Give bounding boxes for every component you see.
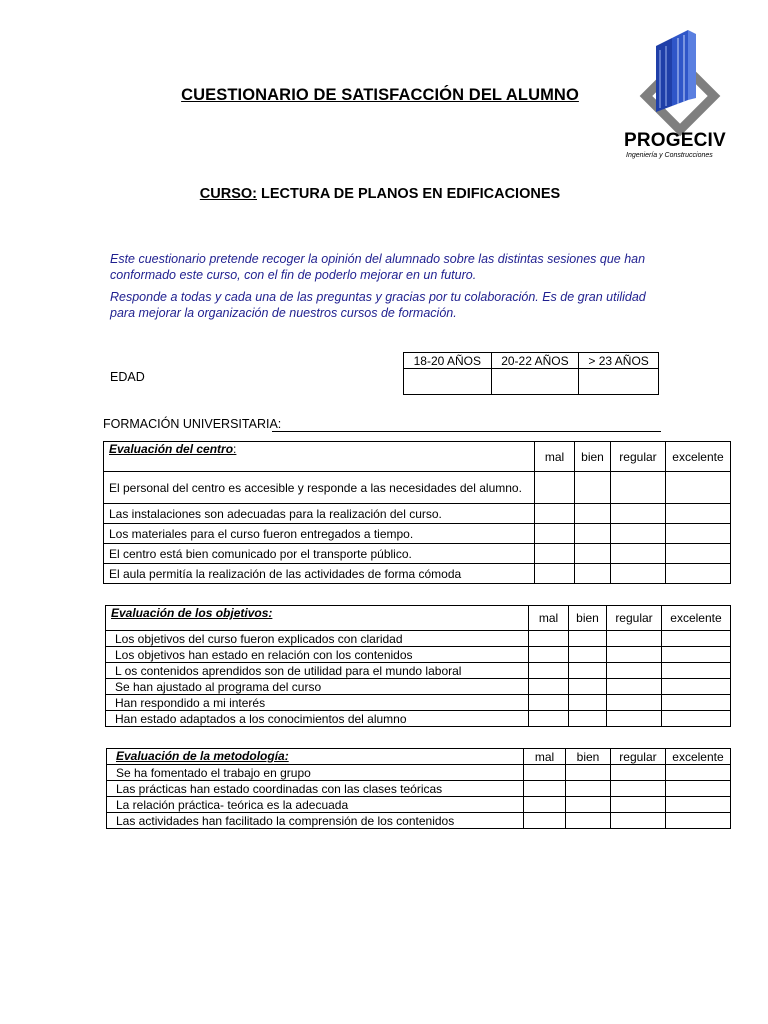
rating-cell[interactable] bbox=[665, 797, 730, 813]
age-answer-cell[interactable] bbox=[579, 369, 659, 395]
age-option: 18-20 AÑOS bbox=[404, 353, 492, 369]
rating-cell[interactable] bbox=[607, 695, 662, 711]
course-heading bbox=[150, 186, 610, 202]
question: El aula permitía la realización de las actividades de forma cómoda bbox=[104, 564, 535, 584]
rating-cell[interactable] bbox=[529, 631, 569, 647]
rating-cell[interactable] bbox=[529, 663, 569, 679]
rating-cell[interactable] bbox=[607, 679, 662, 695]
rating-cell[interactable] bbox=[575, 564, 611, 584]
course-name: LECTURA DE PLANOS EN EDIFICACIONES bbox=[257, 186, 561, 202]
rating-header: excelente bbox=[661, 606, 730, 631]
rating-cell[interactable] bbox=[665, 813, 730, 829]
rating-cell[interactable] bbox=[611, 524, 666, 544]
question: L os contenidos aprendidos son de utilidad para el mundo laboral bbox=[106, 663, 529, 679]
question: Los materiales para el curso fueron entregados a tiempo. bbox=[104, 524, 535, 544]
rating-cell[interactable] bbox=[610, 781, 665, 797]
rating-cell[interactable] bbox=[569, 711, 607, 727]
question: Han respondido a mi interés bbox=[106, 695, 529, 711]
section-title: Evaluación de la metodología: bbox=[107, 749, 524, 765]
rating-cell[interactable] bbox=[661, 663, 730, 679]
rating-cell[interactable] bbox=[566, 813, 611, 829]
rating-cell[interactable] bbox=[566, 781, 611, 797]
rating-cell[interactable] bbox=[665, 472, 730, 504]
rating-cell[interactable] bbox=[535, 524, 575, 544]
rating-cell[interactable] bbox=[529, 711, 569, 727]
question: Han estado adaptados a los conocimientos del alumno bbox=[106, 711, 529, 727]
rating-cell[interactable] bbox=[607, 663, 662, 679]
question: Se han ajustado al programa del curso bbox=[106, 679, 529, 695]
rating-cell[interactable] bbox=[529, 679, 569, 695]
rating-cell[interactable] bbox=[566, 797, 611, 813]
rating-header: excelente bbox=[665, 442, 730, 472]
rating-cell[interactable] bbox=[569, 647, 607, 663]
rating-cell[interactable] bbox=[611, 564, 666, 584]
rating-cell[interactable] bbox=[665, 564, 730, 584]
intro-paragraph-1: Este cuestionario pretende recoger la opinión del alumnado sobre las distintas sesiones que han conformado este curso, con el fin de poderlo mejorar en un futuro. bbox=[110, 252, 646, 282]
rating-cell[interactable] bbox=[610, 797, 665, 813]
rating-cell[interactable] bbox=[610, 813, 665, 829]
rating-header: bien bbox=[575, 442, 611, 472]
rating-header: mal bbox=[524, 749, 566, 765]
rating-cell[interactable] bbox=[611, 544, 666, 564]
rating-header: bien bbox=[566, 749, 611, 765]
section-title: Evaluación de los objetivos: bbox=[106, 606, 529, 631]
rating-cell[interactable] bbox=[529, 647, 569, 663]
rating-header: regular bbox=[607, 606, 662, 631]
rating-cell[interactable] bbox=[611, 472, 666, 504]
age-option: 20-22 AÑOS bbox=[491, 353, 579, 369]
rating-header: bien bbox=[569, 606, 607, 631]
rating-cell[interactable] bbox=[569, 663, 607, 679]
rating-cell[interactable] bbox=[524, 765, 566, 781]
rating-cell[interactable] bbox=[535, 504, 575, 524]
rating-cell[interactable] bbox=[661, 679, 730, 695]
rating-cell[interactable] bbox=[661, 711, 730, 727]
age-answer-cell[interactable] bbox=[404, 369, 492, 395]
rating-cell[interactable] bbox=[665, 544, 730, 564]
rating-cell[interactable] bbox=[665, 765, 730, 781]
question: Las actividades han facilitado la comprensión de los contenidos bbox=[107, 813, 524, 829]
question: Las prácticas han estado coordinadas con las clases teóricas bbox=[107, 781, 524, 797]
question: Se ha fomentado el trabajo en grupo bbox=[107, 765, 524, 781]
rating-cell[interactable] bbox=[535, 564, 575, 584]
rating-header: excelente bbox=[665, 749, 730, 765]
question: El centro está bien comunicado por el transporte público. bbox=[104, 544, 535, 564]
rating-cell[interactable] bbox=[575, 472, 611, 504]
rating-cell[interactable] bbox=[661, 695, 730, 711]
page-title: CUESTIONARIO DE SATISFACCIÓN DEL ALUMNO bbox=[181, 86, 579, 104]
section-title: Evaluación del centro: bbox=[104, 442, 535, 472]
rating-cell[interactable] bbox=[665, 504, 730, 524]
logo-name: PROGECIV bbox=[624, 130, 726, 151]
age-option: > 23 AÑOS bbox=[579, 353, 659, 369]
age-label: EDAD bbox=[110, 370, 145, 384]
age-table bbox=[403, 352, 659, 395]
rating-cell[interactable] bbox=[524, 781, 566, 797]
rating-header: mal bbox=[529, 606, 569, 631]
rating-cell[interactable] bbox=[569, 631, 607, 647]
rating-cell[interactable] bbox=[575, 524, 611, 544]
rating-cell[interactable] bbox=[607, 711, 662, 727]
rating-cell[interactable] bbox=[535, 544, 575, 564]
rating-cell[interactable] bbox=[665, 781, 730, 797]
question: El personal del centro es accesible y responde a las necesidades del alumno. bbox=[104, 472, 535, 504]
evaluation-objectives-table bbox=[105, 605, 731, 727]
rating-cell[interactable] bbox=[607, 647, 662, 663]
logo-tagline: Ingeniería y Construcciones bbox=[626, 152, 713, 159]
evaluation-methodology-table bbox=[106, 748, 731, 829]
university-answer-line[interactable] bbox=[272, 431, 661, 432]
rating-cell[interactable] bbox=[524, 797, 566, 813]
rating-cell[interactable] bbox=[607, 631, 662, 647]
rating-cell[interactable] bbox=[575, 544, 611, 564]
rating-cell[interactable] bbox=[535, 472, 575, 504]
rating-cell[interactable] bbox=[569, 679, 607, 695]
rating-header: regular bbox=[610, 749, 665, 765]
rating-header: mal bbox=[535, 442, 575, 472]
rating-cell[interactable] bbox=[611, 504, 666, 524]
rating-header: regular bbox=[611, 442, 666, 472]
evaluation-center-table bbox=[103, 441, 731, 584]
university-label: FORMACIÓN UNIVERSITARIA: bbox=[103, 417, 282, 431]
rating-cell[interactable] bbox=[610, 765, 665, 781]
intro-paragraph-2: Responde a todas y cada una de las preguntas y gracias por tu colaboración. Es de gran utilidad para mejorar la organización de nuestros cursos de formación. bbox=[110, 290, 646, 320]
rating-cell[interactable] bbox=[566, 765, 611, 781]
question: La relación práctica- teórica es la adecuada bbox=[107, 797, 524, 813]
age-answer-cell[interactable] bbox=[491, 369, 579, 395]
rating-cell[interactable] bbox=[575, 504, 611, 524]
rating-cell[interactable] bbox=[665, 524, 730, 544]
rating-cell[interactable] bbox=[661, 647, 730, 663]
rating-cell[interactable] bbox=[569, 695, 607, 711]
question: Los objetivos han estado en relación con los contenidos bbox=[106, 647, 529, 663]
rating-cell[interactable] bbox=[524, 813, 566, 829]
rating-cell[interactable] bbox=[661, 631, 730, 647]
rating-cell[interactable] bbox=[529, 695, 569, 711]
course-label: CURSO: bbox=[199, 186, 257, 202]
question: Las instalaciones son adecuadas para la realización del curso. bbox=[104, 504, 535, 524]
question: Los objetivos del curso fueron explicados con claridad bbox=[106, 631, 529, 647]
